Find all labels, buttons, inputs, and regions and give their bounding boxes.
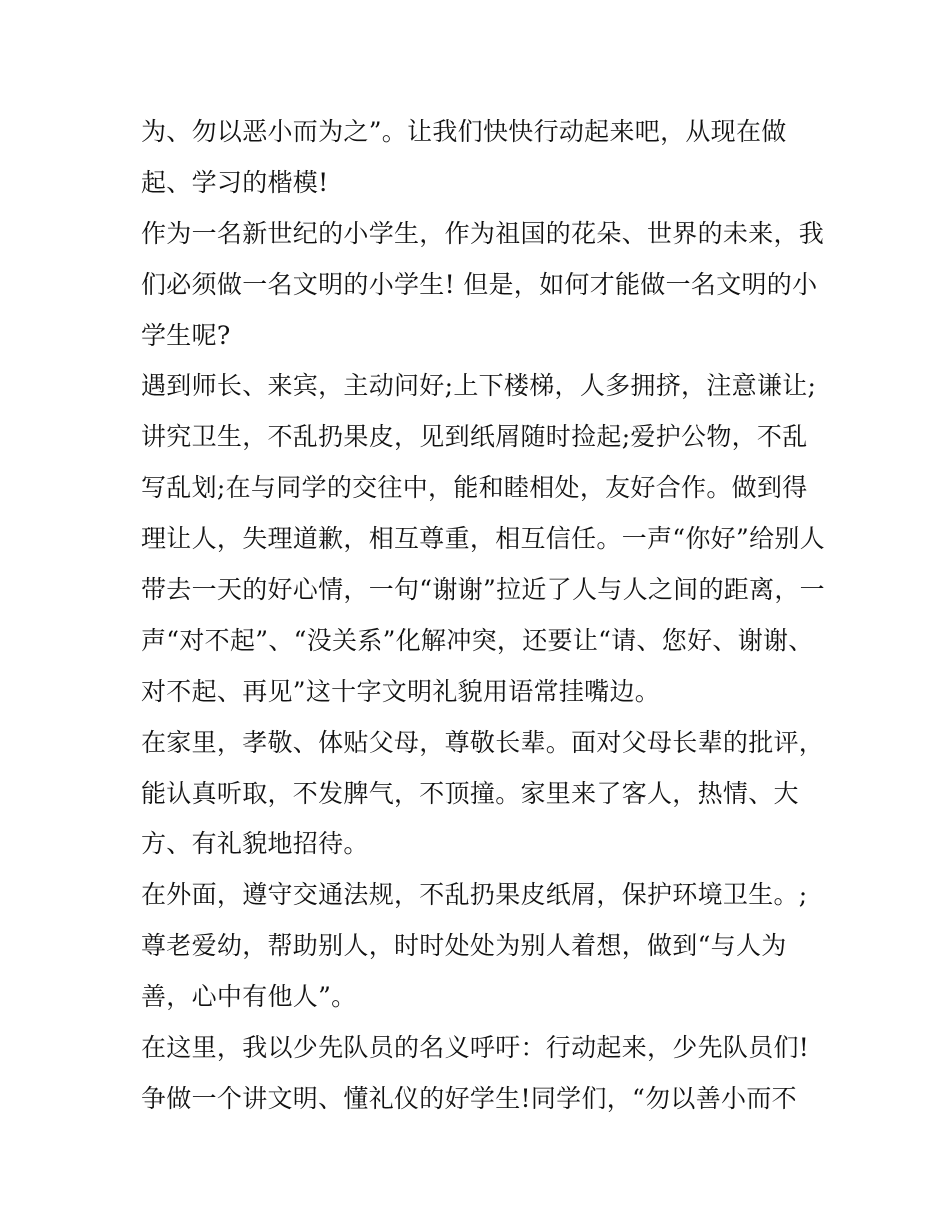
text-line: 带去一天的好心情，一句“谢谢”拉近了人与人之间的距离，一 xyxy=(141,575,825,605)
text-line: 理让人，失理道歉，相互尊重，相互信任。一声“你好”给别人 xyxy=(141,524,825,554)
text-line: 对不起、再见”这十字文明礼貌用语常挂嘴边。 xyxy=(141,676,661,706)
text-line: 尊老爱幼，帮助别人，时时处处为别人着想，做到“与人为 xyxy=(141,931,787,961)
text-line: 写乱划;在与同学的交往中，能和睦相处，友好合作。做到得 xyxy=(141,473,808,503)
text-line: 起、学习的楷模! xyxy=(141,167,329,197)
text-line: 讲究卫生，不乱扔果皮，见到纸屑随时捡起;爱护公物，不乱 xyxy=(141,422,808,452)
text-line: 能认真听取，不发脾气，不顶撞。家里来了客人，热情、大 xyxy=(141,778,799,808)
text-line: 为、勿以恶小而为之”。让我们快快行动起来吧，从现在做 xyxy=(141,117,787,146)
text-line: 在这里，我以少先队员的名义呼吁：行动起来，少先队员们! xyxy=(141,1033,810,1063)
document-body xyxy=(141,107,825,1125)
text-line: 在家里，孝敬、体贴父母，尊敬长辈。面对父母长辈的批评， xyxy=(141,727,825,757)
text-line: 争做一个讲文明、懂礼仪的好学生!同学们，“勿以善小而不 xyxy=(141,1083,797,1113)
text-line: 善，心中有他人”。 xyxy=(141,982,357,1012)
text-line: 学生呢? xyxy=(141,320,231,350)
text-line: 声“对不起”、“没关系”化解冲突，还要让“请、您好、谢谢、 xyxy=(141,625,814,655)
text-line: 在外面，遵守交通法规，不乱扔果皮纸屑，保护环境卫生。; xyxy=(141,880,808,910)
text-line: 们必须做一名文明的小学生! 但是，如何才能做一名文明的小 xyxy=(141,269,818,299)
text-line: 遇到师长、来宾，主动问好;上下楼梯，人多拥挤，注意谦让; xyxy=(141,371,817,401)
text-line: 方、有礼貌地招待。 xyxy=(141,829,369,859)
text-line: 作为一名新世纪的小学生，作为祖国的花朵、世界的未来，我 xyxy=(141,218,825,248)
